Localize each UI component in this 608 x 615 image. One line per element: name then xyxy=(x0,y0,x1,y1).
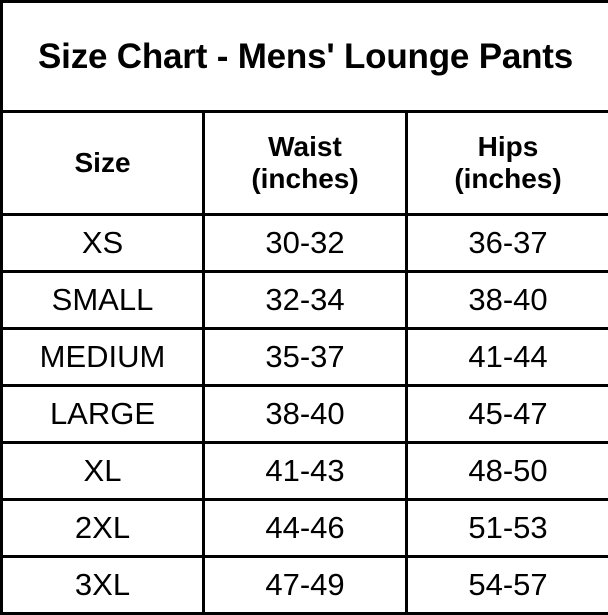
table-header-row xyxy=(2,112,608,215)
table-row xyxy=(2,500,608,557)
cell-hips: 48-50 xyxy=(407,443,608,500)
cell-waist: 47-49 xyxy=(204,557,407,614)
column-header-hips-label: Hips xyxy=(478,131,539,162)
cell-waist: 38-40 xyxy=(204,386,407,443)
cell-hips: 51-53 xyxy=(407,500,608,557)
cell-size: XL xyxy=(2,443,204,500)
column-header-hips-unit: (inches) xyxy=(408,163,608,195)
cell-size: LARGE xyxy=(2,386,204,443)
column-header-size-label: Size xyxy=(74,147,130,178)
cell-size: MEDIUM xyxy=(2,329,204,386)
cell-hips: 41-44 xyxy=(407,329,608,386)
cell-hips: 45-47 xyxy=(407,386,608,443)
cell-hips: 38-40 xyxy=(407,272,608,329)
cell-size: XS xyxy=(2,215,204,272)
cell-hips: 36-37 xyxy=(407,215,608,272)
cell-hips: 54-57 xyxy=(407,557,608,614)
cell-waist: 44-46 xyxy=(204,500,407,557)
column-header-waist-unit: (inches) xyxy=(205,163,405,195)
cell-size: SMALL xyxy=(2,272,204,329)
table-row xyxy=(2,215,608,272)
table-title-row xyxy=(2,2,608,112)
cell-waist: 32-34 xyxy=(204,272,407,329)
cell-waist: 35-37 xyxy=(204,329,407,386)
column-header-hips xyxy=(407,112,608,215)
cell-waist: 30-32 xyxy=(204,215,407,272)
column-header-waist-label: Waist xyxy=(268,131,342,162)
column-header-waist xyxy=(204,112,407,215)
table-row xyxy=(2,386,608,443)
column-header-size xyxy=(2,112,204,215)
table-row xyxy=(2,443,608,500)
cell-waist: 41-43 xyxy=(204,443,407,500)
table-row xyxy=(2,329,608,386)
table-row xyxy=(2,557,608,614)
table-row xyxy=(2,272,608,329)
cell-size: 3XL xyxy=(2,557,204,614)
cell-size: 2XL xyxy=(2,500,204,557)
page-title: Size Chart - Mens' Lounge Pants xyxy=(2,2,608,112)
